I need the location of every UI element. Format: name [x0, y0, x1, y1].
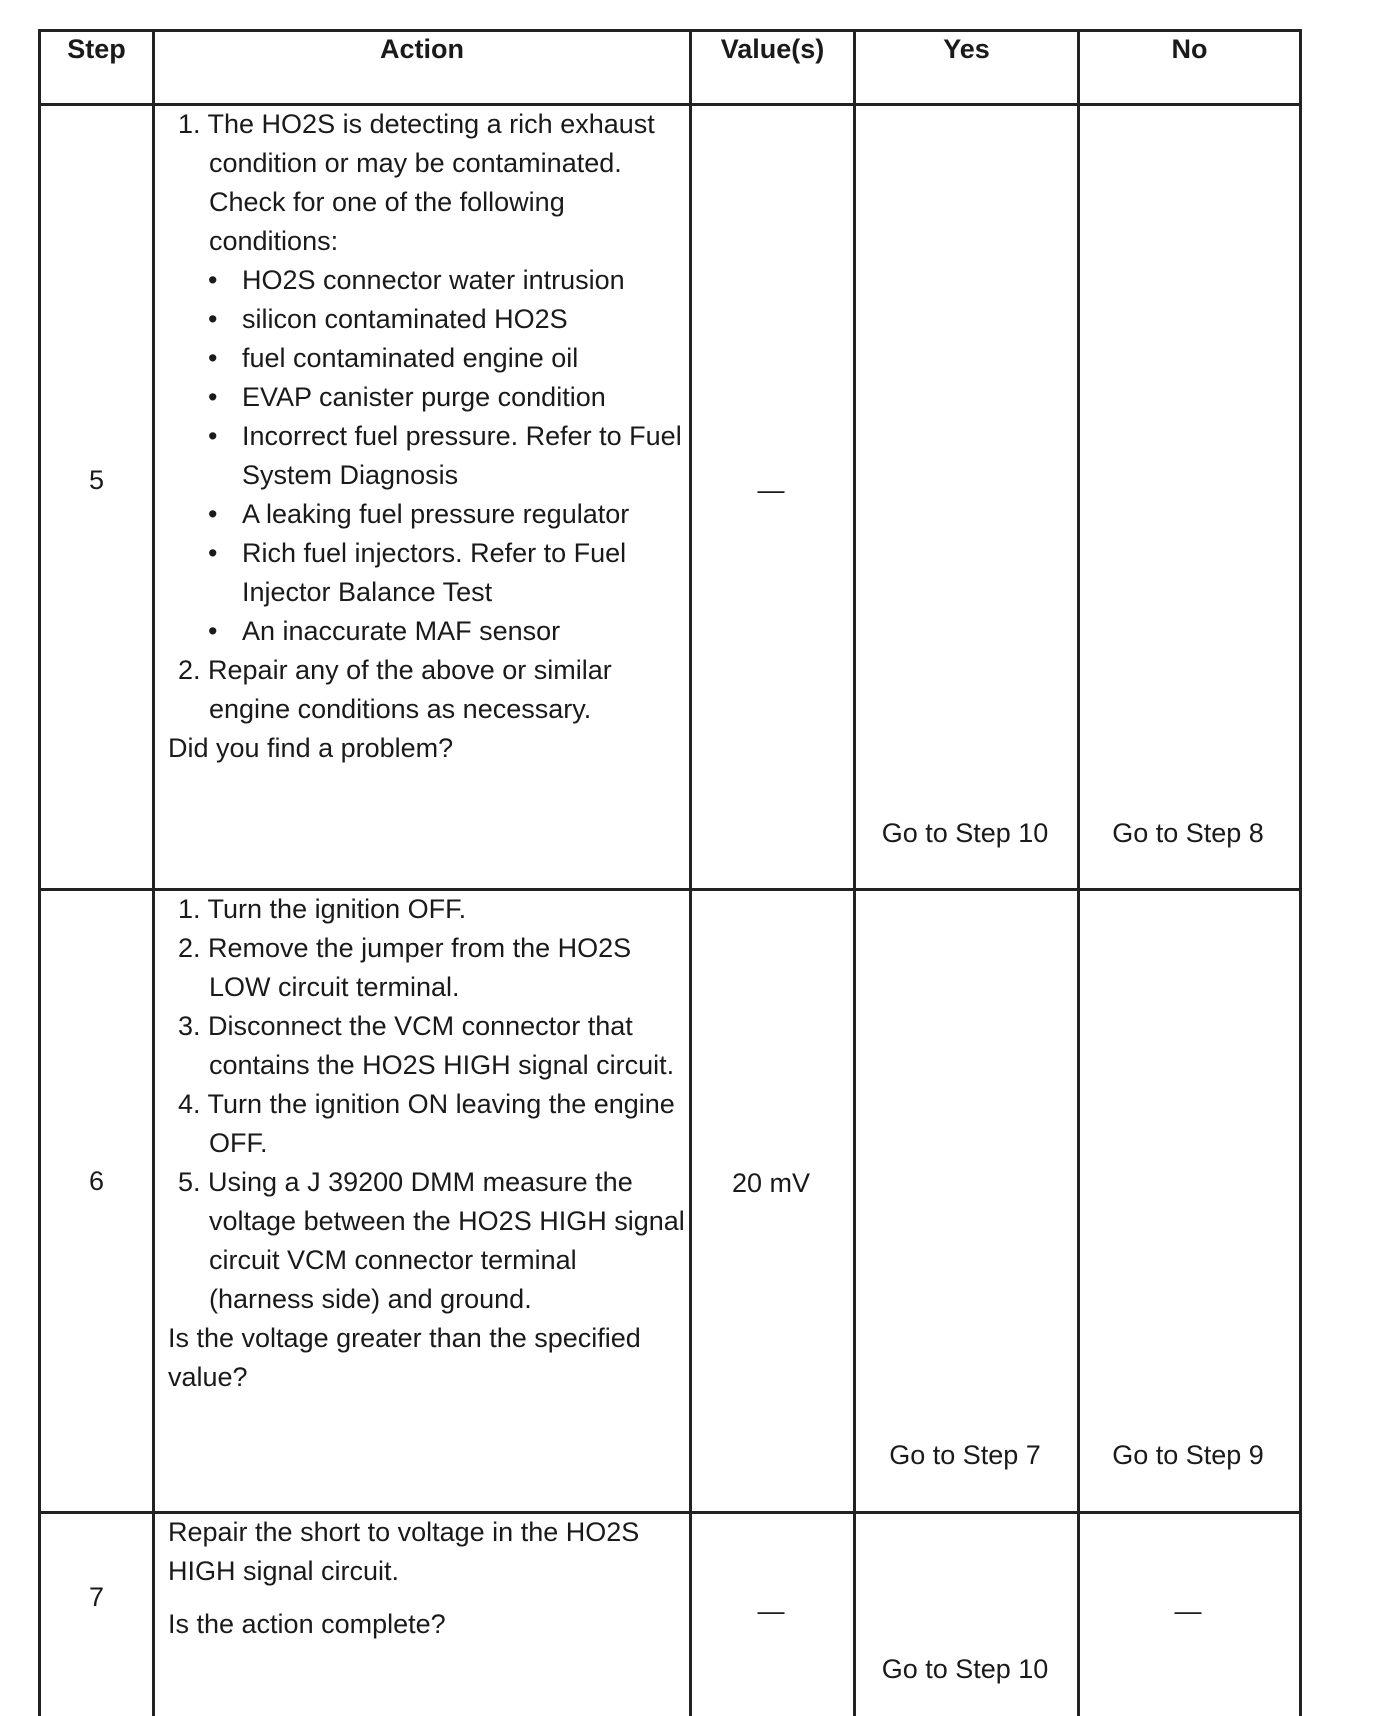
row-5-bullet: • Incorrect fuel pressure. Refer to Fuel System Diagnosis	[168, 417, 688, 495]
table-top-border	[38, 29, 1301, 32]
row-7-text: Repair the short to voltage in the HO2S HIGH signal circuit.	[168, 1517, 640, 1586]
row-7-yes: Go to Step 10	[881, 1654, 1049, 1684]
row-7-no: —	[1174, 1596, 1202, 1626]
row-5-bullet: • An inaccurate MAF sensor	[168, 612, 688, 651]
header-step: Step	[67, 34, 126, 64]
row-5-yes: Go to Step 10	[881, 818, 1049, 848]
row-6-step: 6	[88, 1166, 105, 1196]
row-6-yes: Go to Step 7	[889, 1440, 1041, 1470]
header-no: No	[1171, 34, 1208, 64]
row-5-bullet: • Rich fuel injectors. Refer to Fuel Injector Balance Test	[168, 534, 688, 612]
row-7-question: Is the action complete?	[168, 1609, 446, 1639]
row-6-item: 2. Remove the jumper from the HO2S LOW circuit terminal.	[178, 933, 632, 1002]
row-6-item: 4. Turn the ignition ON leaving the engine OFF.	[178, 1089, 675, 1158]
header-yes: Yes	[943, 34, 990, 64]
header-values: Value(s)	[720, 34, 825, 64]
header-action: Action	[380, 34, 464, 64]
table-right-border	[1299, 29, 1302, 1716]
table-left-border	[38, 29, 41, 1716]
row-7-action	[168, 1513, 688, 1644]
row-5-no: Go to Step 8	[1112, 818, 1264, 848]
row-6-no: Go to Step 9	[1112, 1440, 1264, 1470]
row-5-step: 5	[88, 465, 105, 495]
row-5-question: Did you find a problem?	[168, 733, 454, 763]
col-action-values-divider	[689, 29, 692, 1716]
row-5-bullet: • A leaking fuel pressure regulator	[168, 495, 688, 534]
row-7-value: —	[757, 1596, 785, 1626]
row-5-bullet: • silicon contaminated HO2S	[168, 300, 688, 339]
row-5-bullet: • fuel contaminated engine oil	[168, 339, 688, 378]
row-6-question: Is the voltage greater than the specified value?	[168, 1323, 641, 1392]
row-5-bullet: • EVAP canister purge condition	[168, 378, 688, 417]
row-7-step: 7	[88, 1582, 105, 1612]
row-6-item: 3. Disconnect the VCM connector that contains the HO2S HIGH signal circuit.	[178, 1011, 675, 1080]
row-6-item: 1. Turn the ignition OFF.	[178, 894, 467, 924]
row-5-action	[168, 105, 688, 768]
row-5-item-1: 1. The HO2S is detecting a rich exhaust condition or may be contaminated. Check for one of the following conditions:	[178, 109, 655, 256]
row-5-item-2: 2. Repair any of the above or similar engine conditions as necessary.	[178, 655, 612, 724]
col-step-action-divider	[152, 29, 155, 1716]
row-6-item: 5. Using a J 39200 DMM measure the voltage between the HO2S HIGH signal circuit VCM connector terminal (harness side) and ground.	[178, 1167, 685, 1314]
row-5-value: —	[757, 475, 785, 505]
row-6-value: 20 mV	[731, 1168, 811, 1198]
row-6-action	[168, 890, 688, 1397]
row-5-bullet: • HO2S connector water intrusion	[168, 261, 688, 300]
